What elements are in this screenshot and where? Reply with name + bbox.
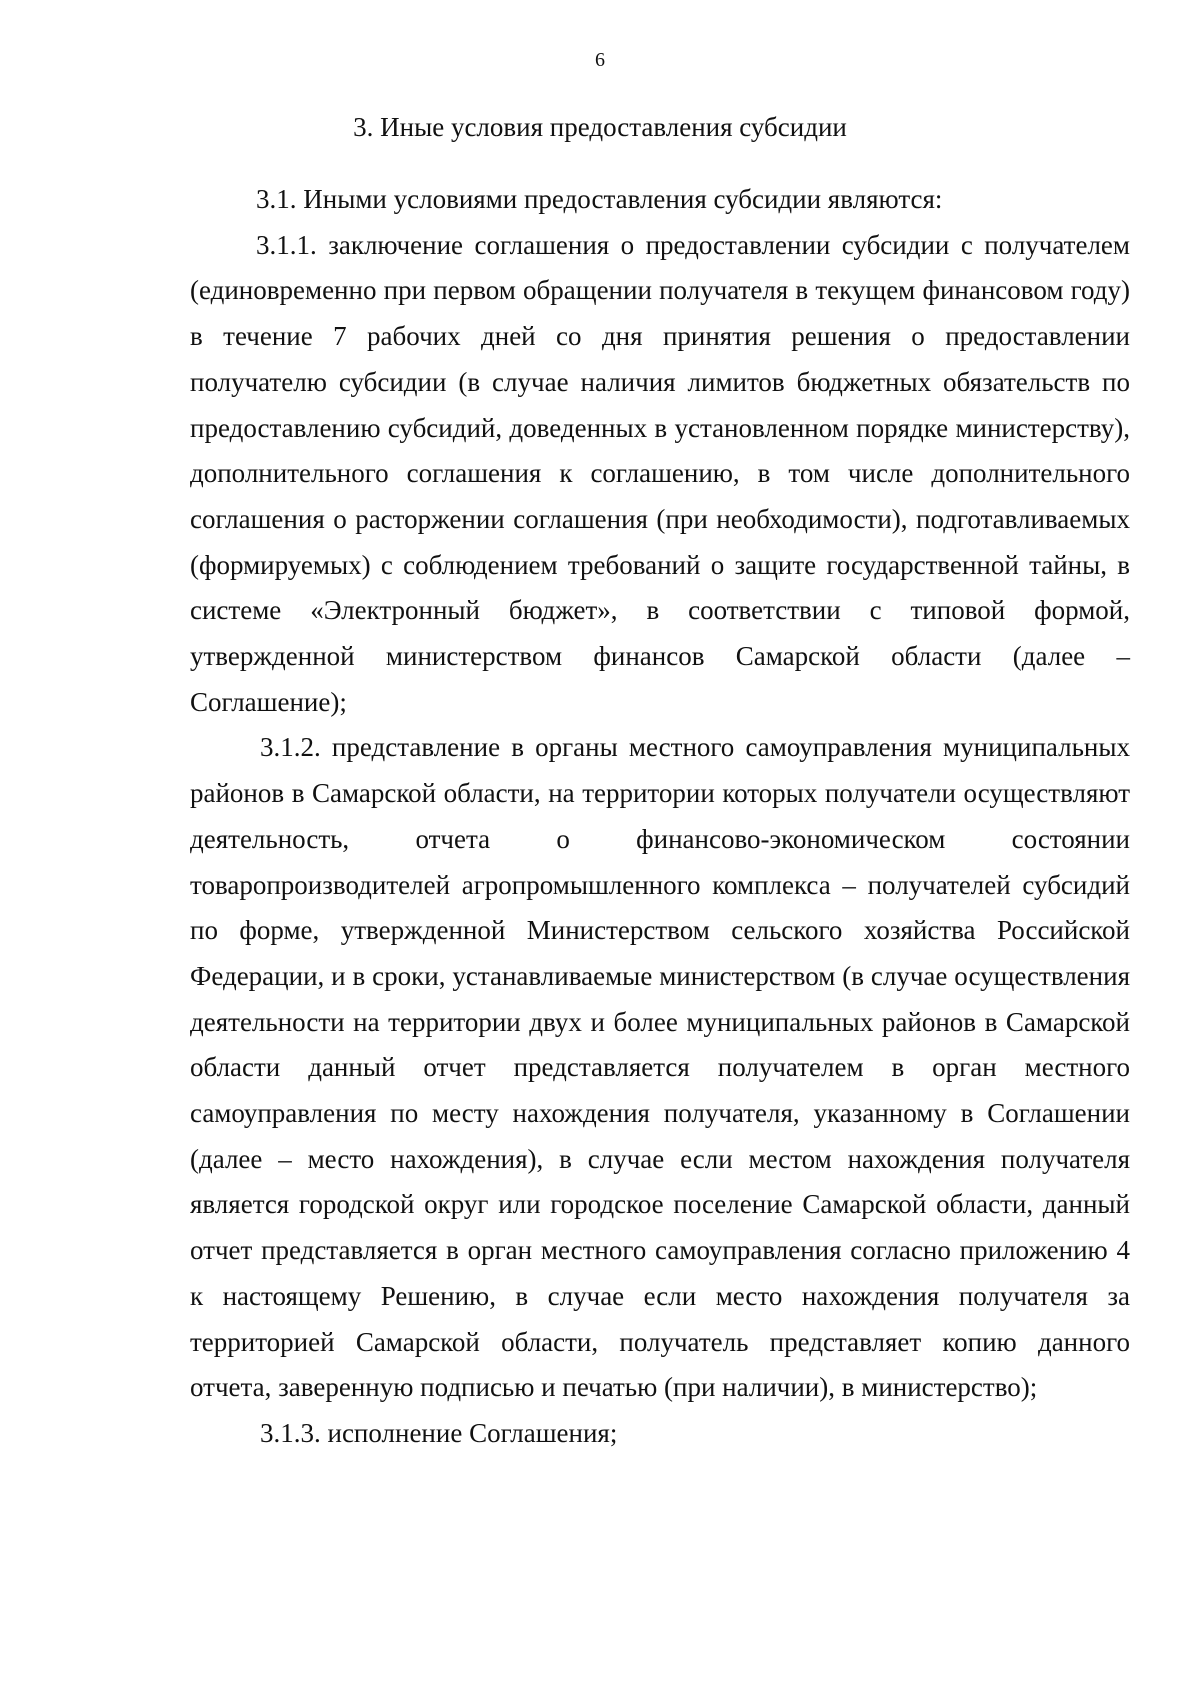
paragraph-3-1-2: 3.1.2. представление в органы местного самоуправления муниципальных районов в Самарской области, на территории которых получатели осуществляют деятельность, отчета о финансово-экономическом состоянии товаропроизводителей агропромышленного комплекса – получателей субсидий по форме, утвержденной Министерством сельского хозяйства Российской Федерации, и в сроки, устанавливаемые министерством (в случае осуществления деятельности на территории двух и более муниципальных районов в Самарской области данный отчет представляется получателем в орган местного самоуправления по месту нахождения получателя, указанному в Соглашении (далее – место нахождения), в случае если местом нахождения получателя является городской округ или городское поселение Самарской области, данный отчет представляется в орган местного самоуправления согласно приложению 4 к настоящему Решению, в случае если место нахождения получателя за территорией Самарской области, получатель представляет копию данного отчета, заверенную подписью и печатью (при наличии), в министерство); (190, 732, 1130, 1403)
paragraph-3-1-1: 3.1.1. заключение соглашения о предоставлении субсидии с получателем (единовременно при первом обращении получателя в текущем финансовом году) в течение 7 рабочих дней со дня принятия решения о предоставлении получателю субсидии (в случае наличия лимитов бюджетных обязательств по предоставлению субсидий, доведенных в установленном порядке министерству), дополнительного соглашения к соглашению, в том числе дополнительного соглашения о расторжении соглашения (при необходимости), подготавливаемых (формируемых) с соблюдением требований о защите государственной тайны, в системе «Электронный бюджет», в соответствии с типовой формой, утвержденной министерством финансов Самарской области (далее – Соглашение); (190, 229, 1130, 717)
page-number: 6 (595, 49, 605, 71)
section-title: 3. Иные условия предоставления субсидии (353, 112, 847, 142)
paragraph-3-1-3: 3.1.3. исполнение Соглашения; (260, 1417, 618, 1448)
document-body (190, 177, 1130, 1457)
paragraph-3-1: 3.1. Иными условиями предоставления субсидии являются: (256, 184, 943, 214)
